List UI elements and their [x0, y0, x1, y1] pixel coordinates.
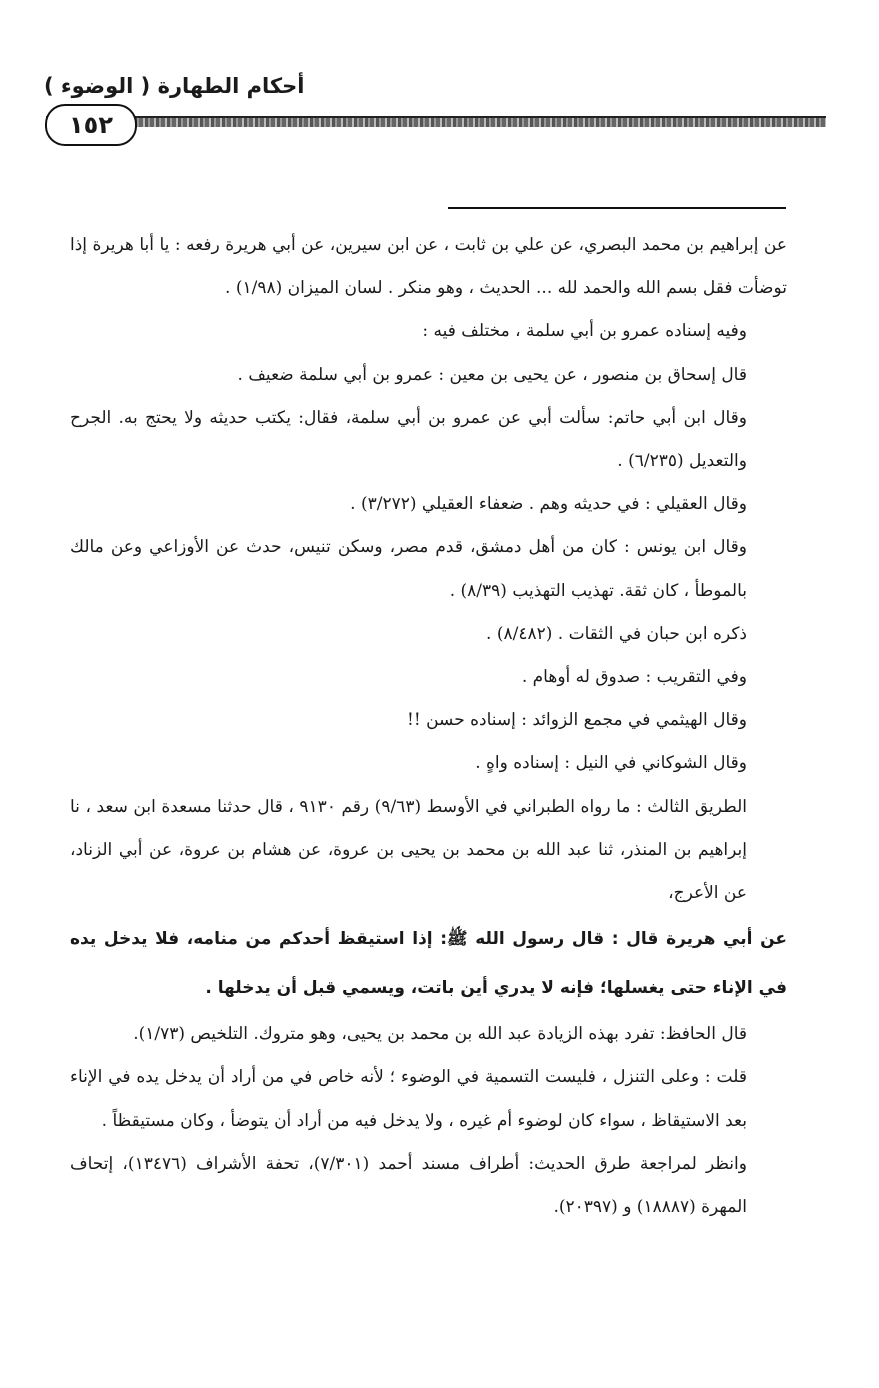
paragraph: ذكره ابن حبان في الثقات . (٨/٤٨٢) .: [486, 623, 747, 644]
book-title: أحكام الطهارة ( الوضوء ): [44, 74, 305, 98]
paragraph: وفيه إسناده عمرو بن أبي سلمة ، مختلف فيه :: [422, 321, 747, 342]
paragraph: وقال العقيلي : في حديثه وهم . ضعفاء العقيلي (٣/٢٧٢) .: [350, 494, 747, 515]
paragraph: وقال الهيثمي في مجمع الزوائد : إسناده حسن !!: [407, 710, 747, 731]
footnote-separator: [448, 207, 786, 209]
footnote-text: [70, 224, 787, 1229]
page-number-badge: ١٥٢: [45, 104, 137, 146]
paragraph: قال الحافظ: تفرد بهذه الزيادة عبد الله بن محمد بن يحيى، وهو متروك. التلخيص (١/٧٣).: [133, 1024, 747, 1045]
header-rule: [46, 116, 826, 127]
paragraph: قلت : وعلى التنزل ، فليست التسمية في الوضوء ؛ لأنه خاص في من أراد أن يدخل يده في الإناء بعد الاستيقاظ ، سواء كان لوضوء أم غيره ، ولا يدخل فيه من أراد أن يتوضأ ، وكان مستيقظاً .: [70, 1067, 747, 1131]
paragraph: وقال الشوكاني في النيل : إسناده واهٍ .: [475, 753, 747, 774]
paragraph: وقال ابن أبي حاتم: سألت أبي عن عمرو بن أبي سلمة، فقال: يكتب حديثه ولا يحتج به. الجرح والتعديل (٦/٢٣٥) .: [70, 407, 747, 472]
paragraph: عن إبراهيم بن محمد البصري، عن علي بن ثابت ، عن ابن سيرين، عن أبي هريرة رفعه : يا أبا هريرة إذا توضأت فقل بسم الله والحمد لله ... الحديث ، وهو منكر . لسان الميزان (١/٩٨) .: [70, 235, 787, 299]
paragraph: وانظر لمراجعة طرق الحديث: أطراف مسند أحمد (٧/٣٠١)، تحفة الأشراف (١٣٤٧٦)، إتحاف المهرة (١٨٨٨٧) و (٢٠٣٩٧).: [70, 1153, 747, 1218]
hadith-text: عن أبي هريرة قال : قال رسول الله ﷺ: إذا استيقظ أحدكم من منامه، فلا يدخل يده في الإناء حتى يغسلها؛ فإنه لا يدري أين باتت، ويسمي قبل أن يدخلها .: [70, 929, 787, 999]
paragraph: قال إسحاق بن منصور ، عن يحيى بن معين : عمرو بن أبي سلمة ضعيف .: [237, 364, 747, 385]
paragraph: وفي التقريب : صدوق له أوهام .: [521, 667, 747, 688]
paragraph: الطريق الثالث : ما رواه الطبراني في الأوسط (٩/٦٣) رقم ٩١٣٠ ، قال حدثنا مسعدة ابن سعد ، نا إبراهيم بن المنذر، ثنا عبد الله بن محمد بن يحيى بن عروة، عن هشام بن عروة، عن أبي الزناد، عن الأعرج،: [70, 796, 747, 904]
paragraph: وقال ابن يونس : كان من أهل دمشق، قدم مصر، وسكن تنيس، حدث عن الأوزاعي وعن مالك بالموطأ ، كان ثقة. تهذيب التهذيب (٨/٣٩) .: [70, 537, 747, 601]
